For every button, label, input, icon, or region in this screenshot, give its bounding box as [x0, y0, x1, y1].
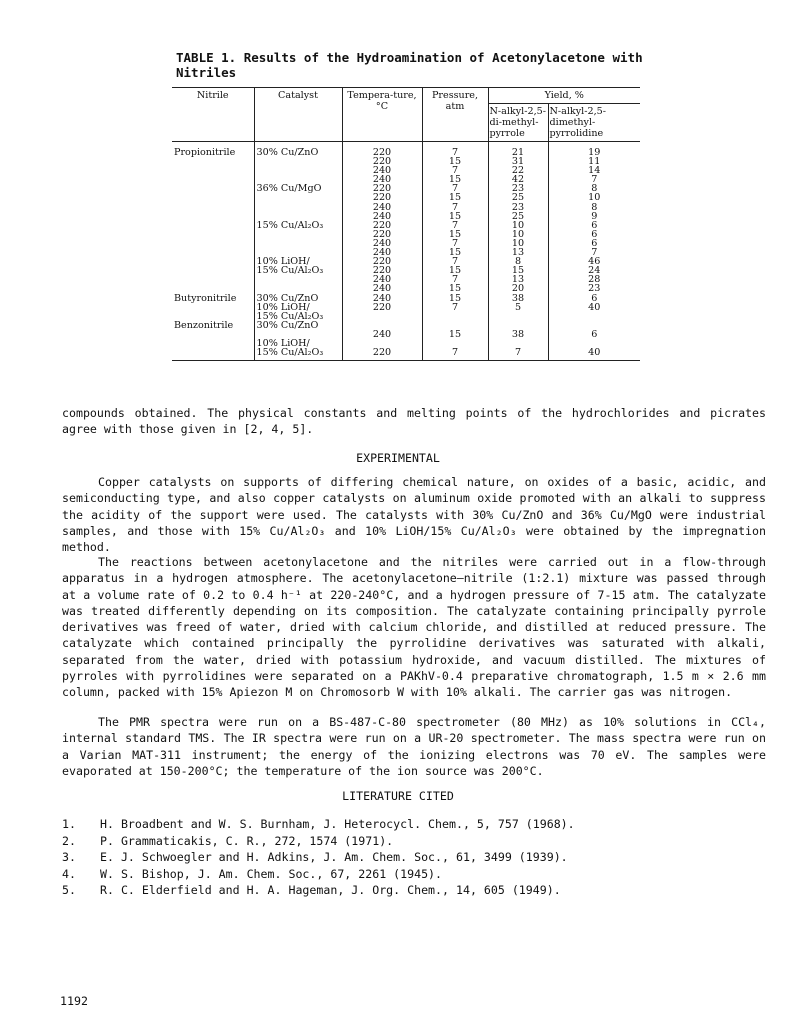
cell-pyrrole: 42 — [488, 175, 548, 184]
reference-number: 5. — [62, 883, 76, 897]
table-row — [172, 166, 640, 175]
reference-text: E. J. Schwoegler and H. Adkins, J. Am. Chem. Soc., 61, 3499 (1939). — [100, 850, 568, 864]
cell-temp: 240 — [342, 330, 422, 339]
cell-pressure: 7 — [422, 184, 488, 193]
cell-pyrrole: 7 — [488, 348, 548, 361]
table-row — [172, 266, 640, 275]
cell-catalyst — [254, 203, 342, 212]
table-row — [172, 142, 640, 158]
cell-nitrile — [172, 212, 254, 221]
table-row — [172, 303, 640, 312]
table-row — [172, 294, 640, 303]
cell-temp: 240 — [342, 203, 422, 212]
cell-pyrrolidine — [548, 312, 640, 321]
cell-pressure: 7 — [422, 221, 488, 230]
cell-pressure: 15 — [422, 248, 488, 257]
cell-pyrrolidine: 10 — [548, 193, 640, 202]
table-row — [172, 321, 640, 330]
reference-item — [62, 816, 762, 833]
cell-pressure: 7 — [422, 142, 488, 158]
cell-nitrile — [172, 166, 254, 175]
table-row — [172, 239, 640, 248]
cell-pyrrolidine: 24 — [548, 266, 640, 275]
cell-pyrrolidine: 19 — [548, 142, 640, 158]
cell-temp: 240 — [342, 212, 422, 221]
cell-catalyst — [254, 275, 342, 284]
cell-nitrile — [172, 330, 254, 339]
cell-pyrrolidine: 7 — [548, 248, 640, 257]
cell-pressure: 15 — [422, 157, 488, 166]
cell-nitrile — [172, 230, 254, 239]
page-number: 1192 — [60, 994, 88, 1008]
cell-temp: 220 — [342, 303, 422, 312]
cell-catalyst: 30% Cu/ZnO — [254, 294, 342, 303]
cell-pyrrole: 20 — [488, 284, 548, 293]
cell-pyrrole: 31 — [488, 157, 548, 166]
cell-pressure: 15 — [422, 175, 488, 184]
table-row — [172, 184, 640, 193]
cell-nitrile — [172, 248, 254, 257]
header-pressure: Pressure, atm — [422, 88, 488, 142]
cell-catalyst: 10% LiOH/ — [254, 303, 342, 312]
table-row — [172, 157, 640, 166]
cell-pyrrole: 15 — [488, 266, 548, 275]
cell-pyrrole: 10 — [488, 239, 548, 248]
cell-pyrrole: 21 — [488, 142, 548, 158]
cell-pressure — [422, 312, 488, 321]
cell-temp: 220 — [342, 257, 422, 266]
paragraph-reactions: The reactions between acetonylacetone and the nitriles were carried out in a flow-through apparatus in a hydrogen atmosphere. The acetonylacetone—nitrile (1:2.1) mixture was passed through at a volume rate of 0.2 to 0.4 h⁻¹ at 220-240°C, and a hydrogen pressure of 7-15 atm. The catalyzate was treated differently depending on its composition. The catalyzate containing principally pyrrole derivatives was freed of water, dried with calcium chloride, and distilled at reduced pressure. The catalyzate which contained principally the pyrrolidine derivatives was saturated with alkali, separated from the water, dried with potassium hydroxide, and vacuum distilled. The mixtures of pyrroles with pyrrolidines were separated on a PAKhV-0.4 preparative chromatograph, 1.5 m × 2.6 mm column, packed with 15% Apiezon M on Chromosorb W with 10% alkali. The carrier gas was nitrogen. — [62, 555, 766, 700]
header-yield: Yield, % — [488, 88, 640, 104]
table-row — [172, 221, 640, 230]
table-body — [172, 142, 640, 361]
paragraph-spectra: The PMR spectra were run on a BS-487-C-80 spectrometer (80 MHz) as 10% solutions in CCl₄, internal standard TMS. The IR spectra were run on a UR-20 spectrometer. The mass spectra were run on a Varian MAT-311 instrument; the energy of the ionizing electrons was 70 eV. The samples were evaporated at 150-200°C; the temperature of the ion source was 200°C. — [62, 715, 766, 778]
cell-pyrrole: 23 — [488, 203, 548, 212]
header-catalyst: Catalyst — [254, 88, 342, 142]
literature-heading: LITERATURE CITED — [342, 789, 454, 803]
cell-catalyst: 36% Cu/MgO — [254, 184, 342, 193]
table-row — [172, 212, 640, 221]
cell-pyrrole: 22 — [488, 166, 548, 175]
cell-pressure: 15 — [422, 330, 488, 339]
cell-temp: 220 — [342, 348, 422, 361]
cell-pyrrole: 10 — [488, 221, 548, 230]
cell-pyrrolidine: 11 — [548, 157, 640, 166]
cell-pressure: 15 — [422, 193, 488, 202]
cell-temp: 240 — [342, 175, 422, 184]
cell-temp: 220 — [342, 221, 422, 230]
reference-item — [62, 882, 762, 899]
cell-temp: 240 — [342, 294, 422, 303]
cell-pyrrolidine: 6 — [548, 221, 640, 230]
reference-number: 2. — [62, 833, 76, 848]
cell-pressure: 7 — [422, 166, 488, 175]
header-nitrile: Nitrile — [172, 88, 254, 142]
header-pyrrolidine: N-alkyl-2,5-dimethyl-pyrrolidine — [548, 104, 640, 142]
cell-temp: 220 — [342, 184, 422, 193]
cell-pressure: 15 — [422, 230, 488, 239]
cell-pressure: 15 — [422, 284, 488, 293]
cell-catalyst — [254, 193, 342, 202]
cell-nitrile — [172, 193, 254, 202]
cell-nitrile — [172, 221, 254, 230]
table-row — [172, 257, 640, 266]
reference-number: 3. — [62, 850, 76, 864]
table-caption: TABLE 1. Results of the Hydroamination of Acetonylacetone with Nitriles — [176, 50, 643, 80]
cell-nitrile — [172, 303, 254, 312]
cell-pyrrolidine: 40 — [548, 348, 640, 361]
reference-item — [62, 866, 762, 883]
results-table — [172, 87, 640, 361]
cell-pyrrolidine: 7 — [548, 175, 640, 184]
reference-text: W. S. Bishop, J. Am. Chem. Soc., 67, 2261 (1945). — [100, 866, 443, 881]
reference-item — [62, 833, 762, 850]
cell-catalyst — [254, 239, 342, 248]
cell-catalyst: 15% Cu/Al₂O₃ — [254, 312, 342, 321]
cell-temp: 240 — [342, 275, 422, 284]
cell-pressure: 7 — [422, 257, 488, 266]
cell-nitrile — [172, 266, 254, 275]
cell-catalyst: 10% LiOH/ — [254, 257, 342, 266]
cell-pyrrole: 10 — [488, 230, 548, 239]
cell-pyrrolidine: 8 — [548, 184, 640, 193]
reference-number: 4. — [62, 866, 76, 881]
cell-temp: 220 — [342, 266, 422, 275]
cell-pyrrolidine: 8 — [548, 203, 640, 212]
table-row — [172, 312, 640, 321]
cell-catalyst — [254, 230, 342, 239]
reference-item — [62, 849, 762, 866]
cell-pressure: 15 — [422, 212, 488, 221]
cell-pyrrolidine: 40 — [548, 303, 640, 312]
cell-pyrrole: 8 — [488, 257, 548, 266]
cell-nitrile: Benzonitrile — [174, 319, 234, 331]
reference-text: H. Broadbent and W. S. Burnham, J. Heterocycl. Chem., 5, 757 (1968). — [100, 817, 575, 831]
cell-temp: 240 — [342, 166, 422, 175]
cell-pressure: 7 — [422, 348, 488, 361]
cell-temp: 240 — [342, 248, 422, 257]
experimental-heading: EXPERIMENTAL — [356, 451, 440, 465]
cell-nitrile — [172, 203, 254, 212]
cell-pressure: 7 — [422, 303, 488, 312]
cell-pyrrole: 25 — [488, 212, 548, 221]
table-row — [172, 203, 640, 212]
cell-nitrile — [172, 175, 254, 184]
cell-nitrile: Propionitrile — [174, 147, 236, 158]
cell-nitrile — [172, 257, 254, 266]
paragraph-catalysts: Copper catalysts on supports of differing chemical nature, on oxides of a basic, acidic, and semiconducting type, and also copper catalysts on aluminum oxide promoted with an alkali to suppress the acidity of the support were used. The catalysts with 30% Cu/ZnO and 36% Cu/MgO were industrial samples, and those with 15% Cu/Al₂O₃ and 10% LiOH/15% Cu/Al₂O₃ were obtained by the impregnation method. — [62, 475, 766, 555]
reference-text: P. Grammaticakis, C. R., 272, 1574 (1971). — [100, 833, 394, 848]
header-temperature: Tempera-ture, °C — [342, 88, 422, 142]
table-row — [172, 248, 640, 257]
cell-pressure: 15 — [422, 294, 488, 303]
table-row — [172, 339, 640, 348]
cell-pressure: 7 — [422, 203, 488, 212]
cell-pyrrole: 38 — [488, 294, 548, 303]
cell-pyrrolidine: 28 — [548, 275, 640, 284]
cell-catalyst — [254, 157, 342, 166]
cell-catalyst: 30% Cu/ZnO — [254, 321, 342, 330]
table-row — [172, 275, 640, 284]
cell-catalyst — [254, 166, 342, 175]
cell-pyrrole: 13 — [488, 275, 548, 284]
cell-pyrrole: 5 — [488, 303, 548, 312]
cell-nitrile — [172, 348, 254, 361]
reference-number: 1. — [62, 817, 76, 831]
cell-nitrile — [172, 275, 254, 284]
cell-pressure: 7 — [422, 239, 488, 248]
cell-pyrrolidine: 6 — [548, 230, 640, 239]
cell-temp: 240 — [342, 284, 422, 293]
cell-temp: 220 — [342, 230, 422, 239]
cell-nitrile — [172, 239, 254, 248]
cell-catalyst: 15% Cu/Al₂O₃ — [254, 266, 342, 275]
cell-pyrrole: 38 — [488, 330, 548, 339]
cell-pyrrole: 23 — [488, 184, 548, 193]
cell-nitrile — [172, 184, 254, 193]
cell-pyrrolidine: 46 — [548, 257, 640, 266]
cell-pyrrolidine: 14 — [548, 166, 640, 175]
table-row — [172, 230, 640, 239]
header-pyrrole: N-alkyl-2,5-di-methyl-pyrrole — [488, 104, 548, 142]
intro-end-paragraph: compounds obtained. The physical constants and melting points of the hydrochlorides and picrates agree with those given in [2, 4, 5]. — [62, 406, 766, 437]
cell-nitrile: Butyronitrile — [174, 292, 237, 304]
table-row — [172, 284, 640, 293]
cell-temp: 220 — [342, 142, 422, 158]
cell-pyrrole: 25 — [488, 193, 548, 202]
cell-pyrrolidine: 9 — [548, 212, 640, 221]
cell-temp — [342, 312, 422, 321]
cell-pyrrolidine: 6 — [548, 239, 640, 248]
reference-text: R. C. Elderfield and H. A. Hageman, J. Org. Chem., 14, 605 (1949). — [100, 883, 561, 897]
table-row — [172, 175, 640, 184]
cell-pyrrolidine: 6 — [548, 330, 640, 339]
cell-catalyst: 10% LiOH/ — [254, 339, 342, 348]
cell-pyrrole — [488, 312, 548, 321]
references-list — [62, 816, 762, 899]
table-row — [172, 330, 640, 339]
cell-nitrile — [172, 339, 254, 348]
cell-nitrile — [172, 157, 254, 166]
table-row — [172, 193, 640, 202]
cell-temp: 240 — [342, 239, 422, 248]
table-row — [172, 348, 640, 361]
cell-pyrrole: 13 — [488, 248, 548, 257]
cell-catalyst: 30% Cu/ZnO — [254, 142, 342, 158]
cell-temp: 220 — [342, 157, 422, 166]
cell-pressure: 7 — [422, 275, 488, 284]
cell-pyrrolidine: 23 — [548, 284, 640, 293]
cell-pressure: 15 — [422, 266, 488, 275]
cell-catalyst: 15% Cu/Al₂O₃ — [254, 348, 342, 361]
cell-temp: 220 — [342, 193, 422, 202]
cell-catalyst: 15% Cu/Al₂O₃ — [254, 221, 342, 230]
cell-pyrrolidine: 6 — [548, 294, 640, 303]
